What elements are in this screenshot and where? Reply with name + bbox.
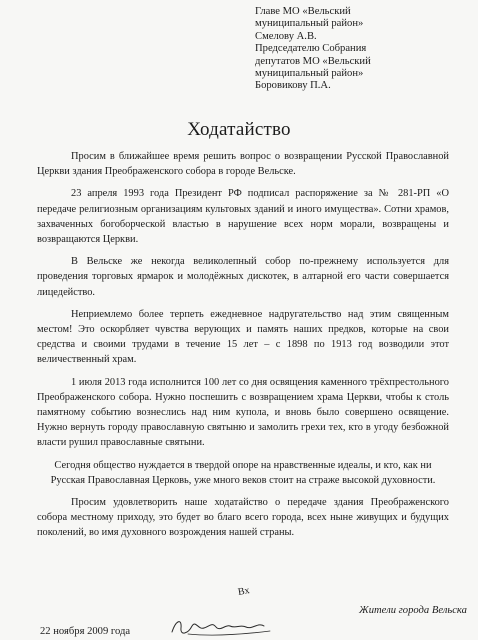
addressee-line: депутатов МО «Вельский bbox=[255, 55, 371, 67]
addressee-line: Председателю Собрания bbox=[255, 43, 367, 55]
paragraph: Сегодня общество нуждается в твердой опоре на нравственные идеалы, и кто, как ни Русская Православная Церковь, уже много веков стоит на страже высокой духовности. bbox=[50, 459, 436, 486]
paragraph: Неприемлемо более терпеть ежедневное надругательство над этим священным местом! Это оскорбляет чувства верующих и память наших предков, которые на свои средства и своими трудами в течение 15 лет – с 1898 по 1913 год возводили этот величественный храм. bbox=[37, 308, 449, 366]
paragraph: В Вельске же некогда великолепный собор по-прежнему используется для проведения торговых ярмарок и молодёжных дискотек, в алтарной его части совершается лицедейство. bbox=[37, 256, 449, 298]
addressee-line: Смелову А.В. bbox=[255, 30, 317, 42]
paragraph: 1 июля 2013 года исполнится 100 лет со дня освящения каменного трёхпрестольного Преображенского собора. Нужно поспешить с возвращением храма Церкви, чтобы к столь памятному событию вознеслись над ним купола, и вновь было совершено освящение. Нужно вернуть городу православную святыню и замолить грехи тех, кто в угоду безбожной власти рушил православные святыни. bbox=[37, 376, 449, 449]
paragraph: 23 апреля 1993 года Президент РФ подписал распоряжение за № 281-РП «О передаче религиозным организациям культовых зданий и иного имущества». Сотни храмов, захваченных богоборческой властью в нарушение всех норм морали, возвращены и возвращаются Церкви. bbox=[37, 188, 449, 246]
addressee-block bbox=[255, 6, 475, 93]
addressee-line: Главе МО «Вельский bbox=[255, 6, 351, 17]
handwritten-signature bbox=[168, 612, 278, 640]
document-date: 22 ноября 2009 года bbox=[40, 626, 131, 637]
addressee-line: муниципальный район» bbox=[255, 68, 364, 80]
document-body bbox=[37, 149, 449, 548]
addressee-line: муниципальный район» bbox=[255, 18, 364, 30]
signer-line: Жители города Вельска bbox=[359, 605, 467, 616]
paragraph: Просим удовлетворить наше ходатайство о передаче здания Преображенского собора местному приходу, это будет во благо всего города, всех ныне живущих и будущих поколений, во имя духовного возрождения нашей страны. bbox=[37, 497, 449, 539]
paragraph: Просим в ближайшее время решить вопрос о возвращении Русской Православной Церкви здания Преображенского собора в городе Вельске. bbox=[37, 151, 449, 178]
handwritten-mark: Вх bbox=[237, 585, 251, 598]
document-title: Ходатайство bbox=[187, 119, 291, 140]
addressee-line: Боровикову П.А. bbox=[255, 80, 331, 92]
